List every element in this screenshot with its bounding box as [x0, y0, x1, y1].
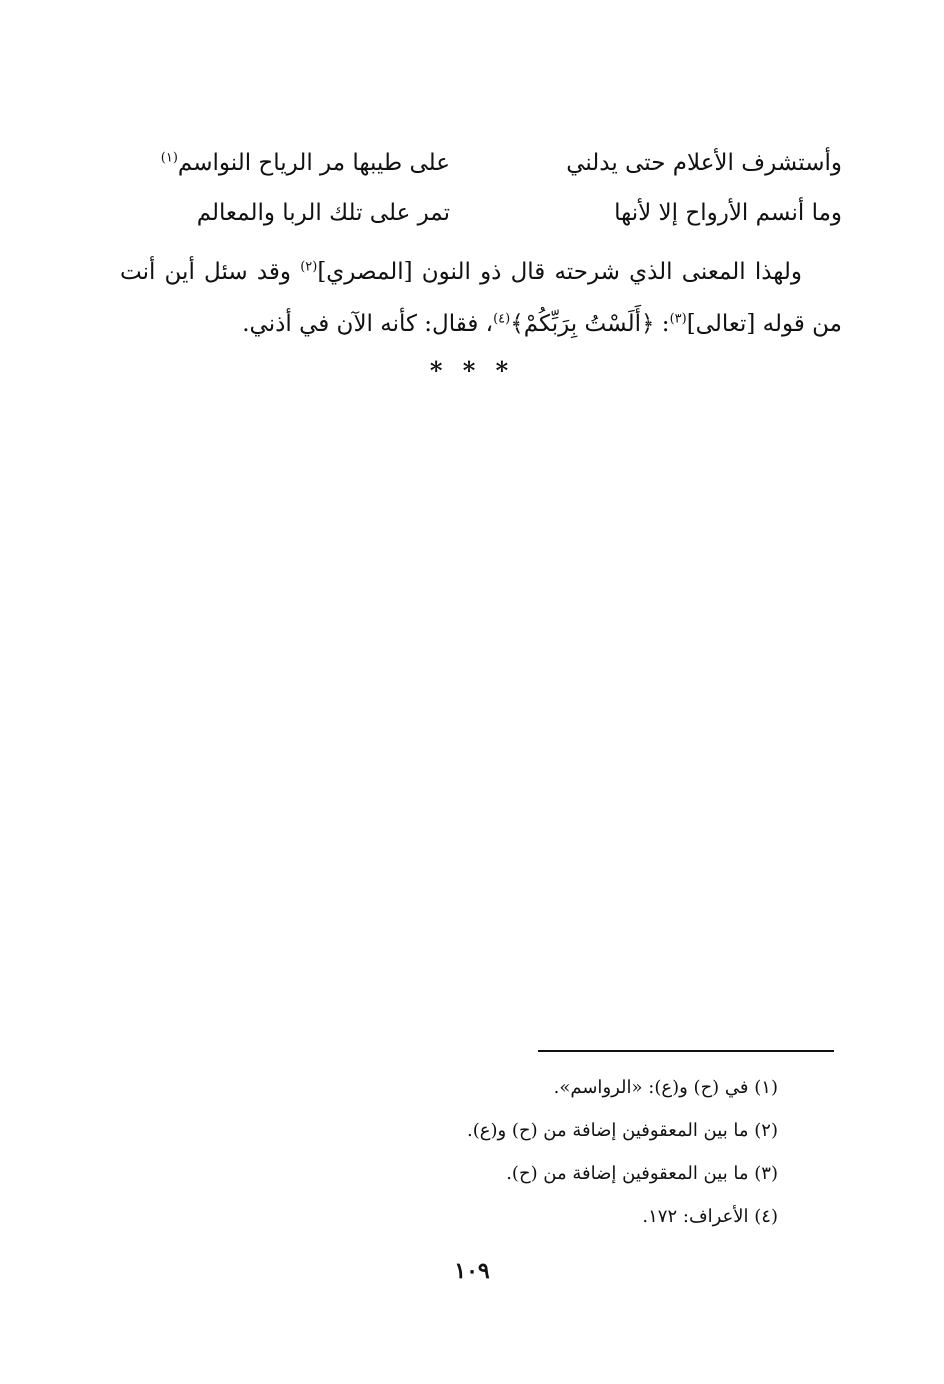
- footnote-ref: (٣): [669, 311, 687, 327]
- footnote: (٤) الأعراف: ١٧٢.: [642, 1206, 778, 1227]
- body-paragraph: [120, 246, 842, 350]
- page-number: ١٠٩: [454, 1258, 490, 1284]
- verse-line: [120, 188, 842, 238]
- verse-second-text: على طيبها مر الرياح النواسم: [177, 150, 450, 176]
- footnote-ref: (١): [160, 150, 178, 166]
- paragraph-part: ، فقال: كأنه الآن في أذني.: [242, 311, 494, 337]
- paragraph-part: ولهذا المعنى الذي شرحته قال ذو النون [المصري]: [317, 259, 802, 285]
- verse-first-hemistich: وأستشرف الأعلام حتى يدلني: [566, 150, 842, 176]
- poem-verses: [120, 138, 842, 238]
- verse-line: [120, 138, 842, 188]
- footnote-divider: [538, 1050, 834, 1052]
- section-separator: * * *: [429, 356, 515, 385]
- footnote: (١) في (ح) و(ع): «الرواسم».: [553, 1077, 778, 1098]
- footnotes: [200, 1066, 778, 1238]
- verse-second-hemistich: [120, 150, 450, 176]
- footnote-ref: (٢): [300, 259, 318, 275]
- quran-quote: : ﴿أَلَسْتُ بِرَبِّكُمْ﴾: [510, 311, 670, 337]
- footnote-ref: (٤): [493, 311, 511, 327]
- paragraph-text: [120, 246, 842, 350]
- footnote: (٢) ما بين المعقوفين إضافة من (ح) و(ع).: [467, 1120, 778, 1141]
- verse-second-hemistich: تمر على تلك الربا والمعالم: [196, 200, 450, 226]
- verse-first-hemistich: وما أنسم الأرواح إلا لأنها: [614, 200, 842, 226]
- paragraph-part: وقد سئل أين أنت من قوله [تعالى]: [120, 259, 842, 337]
- footnote: (٣) ما بين المعقوفين إضافة من (ح).: [506, 1163, 778, 1184]
